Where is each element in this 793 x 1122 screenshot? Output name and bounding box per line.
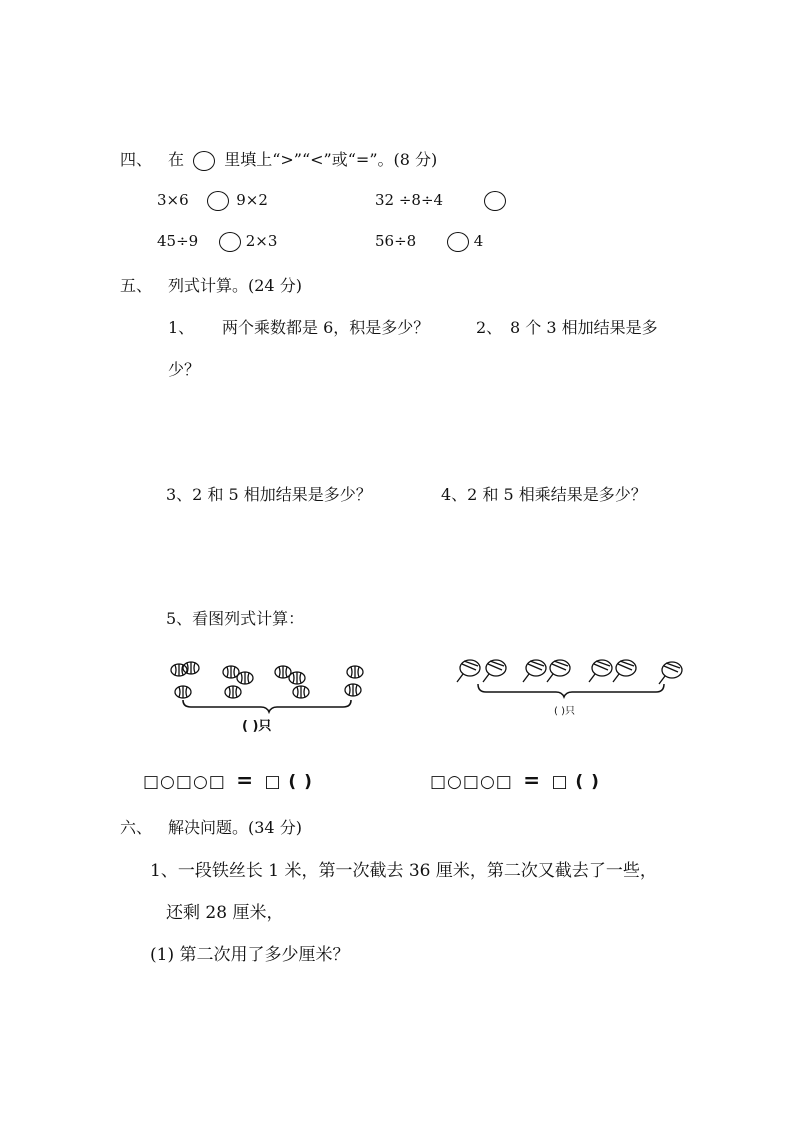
brace-icon: [183, 700, 351, 712]
section4-title-pre: 在: [168, 150, 185, 169]
compare-item-3: [157, 232, 277, 252]
question-3: 3、2 和 5 相加结果是多少？: [166, 485, 372, 504]
compare-right: 4: [473, 232, 484, 250]
pumpkin-icon: [223, 666, 239, 678]
compare-left: 45÷9: [157, 232, 199, 250]
pumpkin-icon: [183, 662, 199, 674]
problem-1-line-2: 还剩 28 厘米，: [166, 903, 284, 923]
paddle-icon: [589, 660, 612, 682]
compare-left: 32 ÷8÷4: [375, 191, 444, 209]
section4-title: [168, 147, 437, 171]
compare-right: 2×3: [245, 232, 278, 250]
paddle-icon: [613, 660, 636, 682]
pumpkin-icon: [293, 686, 309, 698]
pumpkin-icon: [289, 672, 305, 684]
figure-2-label: ( )只: [554, 706, 575, 717]
brace-icon: [478, 684, 664, 697]
section6-number: 六、: [120, 818, 153, 837]
pumpkin-icon: [345, 684, 361, 696]
question-1: 两个乘数都是 6，积是多少？: [222, 318, 430, 337]
compare-oval[interactable]: [447, 232, 469, 252]
pumpkin-icon: [347, 666, 363, 678]
paddle-icon: [483, 660, 506, 682]
expression-2-answer[interactable]: □ ( ): [551, 772, 600, 792]
pumpkin-icon: [225, 686, 241, 698]
expression-2-equals: =: [523, 768, 542, 792]
question-2: 8 个 3 相加结果是多: [510, 318, 658, 337]
compare-oval[interactable]: [207, 191, 229, 211]
oval-blank-icon: [193, 151, 215, 171]
section5-number: 五、: [120, 276, 153, 295]
section5-title: 列式计算。(24 分): [168, 276, 302, 295]
problem-1-line-1: 1、一段铁丝长 1 米，第一次截去 36 厘米，第二次又截去了一些，: [150, 861, 657, 881]
pumpkin-icon: [175, 686, 191, 698]
compare-oval[interactable]: [219, 232, 241, 252]
paddle-icon: [659, 662, 682, 684]
compare-left: 56÷8: [375, 232, 417, 250]
expression-1-equals: =: [236, 768, 255, 792]
section6-title: 解决问题。(34 分): [168, 818, 302, 837]
question-4: 4、2 和 5 相乘结果是多少？: [441, 485, 647, 504]
compare-item-4: [375, 232, 483, 252]
compare-oval[interactable]: [484, 191, 506, 211]
paddle-icon: [457, 660, 480, 682]
question-1-number: 1、: [168, 318, 195, 337]
pumpkin-icon: [237, 672, 253, 684]
figure-1-label: ( )只: [242, 719, 272, 734]
expression-2-boxes[interactable]: □○□○□: [430, 772, 513, 792]
paddle-icon: [523, 660, 546, 682]
expression-1-answer[interactable]: □ ( ): [264, 772, 313, 792]
compare-right: 9×2: [236, 191, 268, 209]
compare-item-2: [375, 191, 506, 211]
question-2-continued: 少？: [168, 360, 201, 379]
pumpkin-icon: [171, 664, 187, 676]
expression-2: [430, 768, 600, 792]
compare-left: 3×6: [157, 191, 189, 209]
question-2-number: 2、: [476, 318, 503, 337]
expression-1: [143, 768, 313, 792]
section4-number: 四、: [120, 150, 153, 169]
compare-item-1: [157, 191, 268, 211]
section4-title-post: 里填上“>”“<”或“=”。(8 分): [224, 150, 438, 169]
problem-1-subquestion-1: (1) 第二次用了多少厘米？: [150, 945, 350, 965]
pumpkin-icon: [275, 666, 291, 678]
paddle-icon: [547, 660, 570, 682]
question-5: 5、看图列式计算：: [166, 609, 305, 628]
expression-1-boxes[interactable]: □○□○□: [143, 772, 226, 792]
